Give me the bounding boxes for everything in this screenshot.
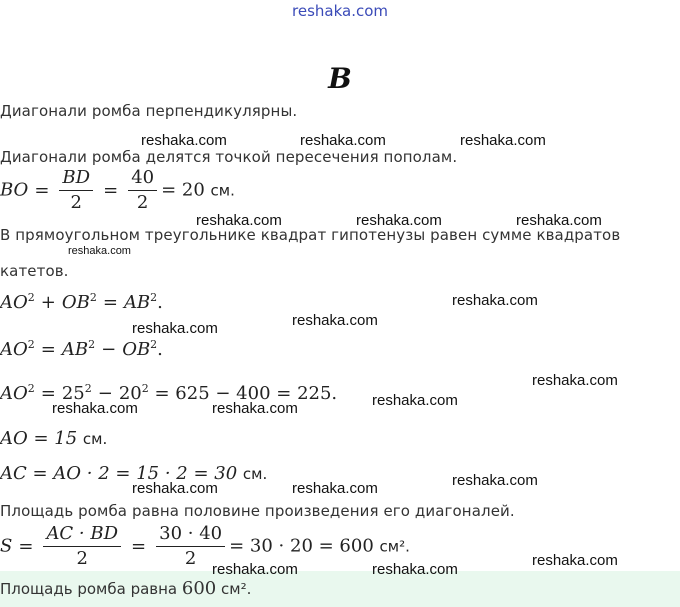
text-line: Диагонали ромба перпендикулярны. <box>0 102 298 120</box>
text-line: В прямоугольном треугольнике квадрат гипотенузы равен сумме квадратов <box>0 226 621 244</box>
watermark: reshaka.com <box>196 212 282 229</box>
watermark: reshaka.com <box>372 392 458 409</box>
watermark: reshaka.com <box>212 561 298 578</box>
watermark: reshaka.com <box>452 292 538 309</box>
watermark: reshaka.com <box>516 212 602 229</box>
watermark: reshaka.com <box>132 480 218 497</box>
formula-ac: AC = AO · 2 = 15 · 2 = 30 см. <box>0 463 268 484</box>
watermark: reshaka.com <box>132 320 218 337</box>
watermark: reshaka.com <box>292 480 378 497</box>
answer-text: Площадь ромба равна 600 см². <box>0 578 252 599</box>
formula-bo: BO = $\frac{BD}{2}$ = $\frac{40}{2}$ = 20 см. <box>0 167 235 213</box>
watermark: reshaka.com <box>452 472 538 489</box>
watermark: reshaka.com <box>460 132 546 149</box>
watermark: reshaka.com <box>532 372 618 389</box>
watermark: reshaka.com <box>141 132 227 149</box>
formula-area: S = $\frac{AC \cdot BD}{2}$ = $\frac{30 \cdot 40}{2}$ = 30 · 20 = 600 см². <box>0 523 410 569</box>
watermark: reshaka.com <box>292 312 378 329</box>
watermark: reshaka.com <box>68 245 131 257</box>
variant-letter: В <box>328 62 352 95</box>
formula-ao: AO = 15 см. <box>0 428 108 449</box>
watermark: reshaka.com <box>52 400 138 417</box>
watermark: reshaka.com <box>300 132 386 149</box>
text-line: Площадь ромба равна половине произведения его диагоналей. <box>0 502 515 520</box>
formula-ao-value: $AO^2 = 25^2 - 20^2 = 625 - 400 = 225$. <box>0 382 338 404</box>
text-line: Диагонали ромба делятся точкой пересечения пополам. <box>0 148 458 166</box>
watermark: reshaka.com <box>372 561 458 578</box>
watermark: reshaka.com <box>532 552 618 569</box>
watermark: reshaka.com <box>212 400 298 417</box>
formula-pythagoras: $AO^2 + OB^2 = AB^2$. <box>0 291 163 313</box>
site-link[interactable]: reshaka.com <box>292 2 388 20</box>
formula-ao-squared: $AO^2 = AB^2 - OB^2$. <box>0 338 163 360</box>
watermark: reshaka.com <box>356 212 442 229</box>
text-line: катетов. <box>0 262 69 280</box>
